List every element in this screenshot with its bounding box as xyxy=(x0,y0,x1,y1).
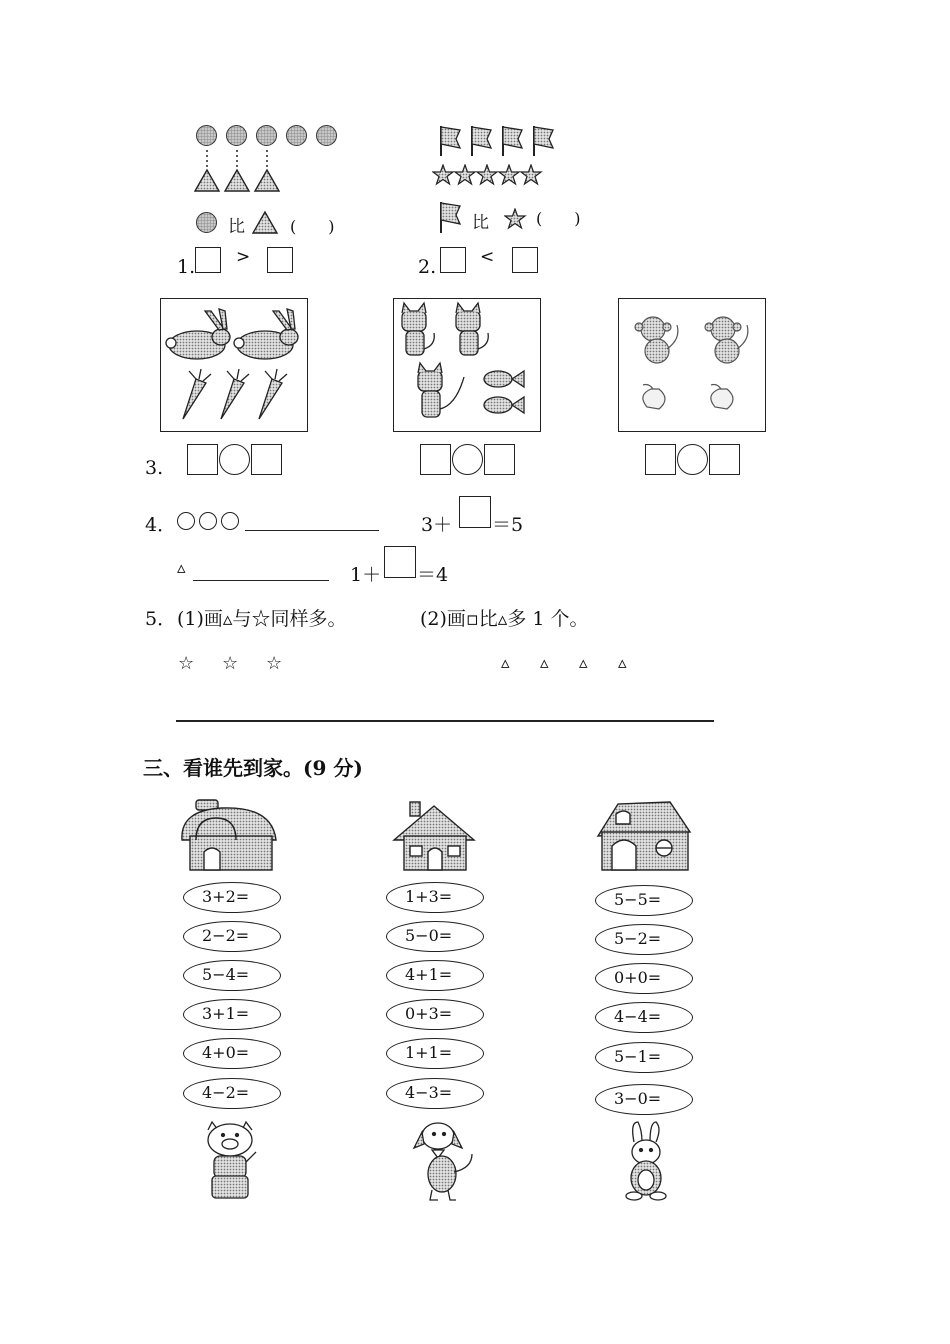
equation-oval[interactable]: 3+2= xyxy=(183,882,281,913)
equation-left: 1＋ xyxy=(350,564,382,586)
answer-box[interactable] xyxy=(645,444,676,475)
answer-box[interactable] xyxy=(384,546,416,578)
circle-icon xyxy=(286,125,307,146)
fish-icon xyxy=(484,397,524,413)
star-icon xyxy=(499,165,519,184)
flag-icon xyxy=(534,126,553,156)
equation-oval[interactable]: 2−2= xyxy=(183,921,281,952)
circle-icon xyxy=(316,125,337,146)
star-icon xyxy=(521,165,541,184)
circle-icon xyxy=(226,125,247,146)
cat-icon xyxy=(402,303,434,355)
dotted-connectors xyxy=(194,148,294,198)
peach-icon xyxy=(643,385,665,410)
rabbit-carrot-illustration xyxy=(161,299,306,430)
q1-number: 1. xyxy=(177,256,196,278)
triangle-icon: ▵ xyxy=(579,653,588,673)
equation-oval[interactable]: 4+1= xyxy=(386,960,484,991)
circle-icon xyxy=(221,512,239,530)
circle-group xyxy=(177,510,243,530)
carrot-icon xyxy=(221,369,249,419)
equation-oval[interactable]: 5−2= xyxy=(595,924,693,955)
peach-icon xyxy=(711,385,733,410)
answer-box[interactable] xyxy=(459,496,491,528)
q1-sign: > xyxy=(236,247,251,267)
triangle-icon xyxy=(252,210,280,236)
rabbit-icon xyxy=(234,309,298,359)
circle-icon xyxy=(177,512,195,530)
equation-left: 3＋ xyxy=(421,514,453,536)
equation-oval[interactable]: 1+1= xyxy=(386,1038,484,1069)
equation-right: ＝4 xyxy=(417,564,449,586)
equation-oval[interactable]: 3+1= xyxy=(183,999,281,1030)
q5-part2-instruction: (2)画▫比▵多 1 个。 xyxy=(420,608,589,630)
compare-boxes xyxy=(645,444,741,475)
equation-oval[interactable]: 4−3= xyxy=(386,1078,484,1109)
rabbits-carrots-picture xyxy=(160,298,308,432)
equation-oval[interactable]: 3−0= xyxy=(595,1084,693,1115)
rabbit-icon xyxy=(616,1120,676,1202)
answer-line[interactable] xyxy=(245,530,379,531)
equation-column-3 xyxy=(595,885,695,1120)
answer-paren[interactable]: ( ) xyxy=(536,209,581,228)
answer-line[interactable] xyxy=(193,580,329,581)
cat-icon xyxy=(456,303,488,355)
compare-word: 比 xyxy=(472,213,489,233)
q3-number: 3. xyxy=(145,457,164,479)
section-heading: 三、看谁先到家。(9 分) xyxy=(143,756,363,780)
cat-fish-illustration xyxy=(394,299,539,430)
triangle-icon xyxy=(225,170,249,191)
equation-oval[interactable]: 5−1= xyxy=(595,1042,693,1073)
q5-number: 5． xyxy=(145,608,177,630)
equation-oval[interactable]: 4−2= xyxy=(183,1078,281,1109)
carrot-icon xyxy=(259,369,287,419)
equation-column-1 xyxy=(183,882,283,1112)
answer-box[interactable] xyxy=(440,247,466,273)
answer-box[interactable] xyxy=(251,444,282,475)
rabbit-icon xyxy=(166,309,230,359)
triangle-icon: ▵ xyxy=(501,653,510,673)
equation-oval[interactable]: 4−4= xyxy=(595,1002,693,1033)
equation-oval[interactable]: 5−4= xyxy=(183,960,281,991)
q2-number: 2. xyxy=(418,256,437,278)
equation-oval[interactable]: 0+0= xyxy=(595,963,693,994)
star-icon xyxy=(504,208,528,230)
q2-sign: < xyxy=(480,247,495,267)
flag-icon xyxy=(503,126,522,156)
pig-icon xyxy=(196,1120,266,1202)
fish-icon xyxy=(484,371,524,387)
monkey-icon xyxy=(635,317,678,363)
equation-oval[interactable]: 0+3= xyxy=(386,999,484,1030)
flag-icon xyxy=(441,126,460,156)
circle-icon xyxy=(196,125,217,146)
equation-oval[interactable]: 1+3= xyxy=(386,882,484,913)
q2-figure xyxy=(432,122,632,242)
answer-box[interactable] xyxy=(187,444,218,475)
triangle-icon xyxy=(195,170,219,191)
triangle-icon xyxy=(255,170,279,191)
flag-icon xyxy=(436,200,466,236)
star-icon: ☆ xyxy=(178,653,195,674)
answer-box[interactable] xyxy=(709,444,740,475)
star-icon: ☆ xyxy=(222,653,239,674)
flag-icon xyxy=(472,126,491,156)
cat-icon xyxy=(418,363,464,417)
answer-circle[interactable] xyxy=(452,444,483,475)
triangle-icon: ▵ xyxy=(618,653,627,673)
cats-fish-picture xyxy=(393,298,541,432)
answer-circle[interactable] xyxy=(677,444,708,475)
dog-icon xyxy=(408,1118,478,1202)
q5-part1-instruction: (1)画▵与☆同样多。 xyxy=(177,608,347,630)
circle-icon xyxy=(256,125,277,146)
compare-boxes xyxy=(420,444,516,475)
equation-column-2 xyxy=(386,882,486,1112)
flag-row xyxy=(432,122,562,162)
equation-oval[interactable]: 5−0= xyxy=(386,921,484,952)
star-icon xyxy=(455,165,475,184)
star-icon xyxy=(477,165,497,184)
circle-icon xyxy=(196,212,217,233)
star-row xyxy=(432,164,552,188)
star-icon: ☆ xyxy=(266,653,283,674)
star-icon xyxy=(433,165,453,184)
monkey-icon xyxy=(705,317,748,363)
answer-box[interactable] xyxy=(267,247,293,273)
house-icon xyxy=(390,796,480,876)
answer-box[interactable] xyxy=(420,444,451,475)
q1-figure xyxy=(194,122,354,242)
house-icon xyxy=(176,796,280,876)
answer-box[interactable] xyxy=(195,247,221,273)
compare-word: 比 xyxy=(228,217,245,237)
circle-icon xyxy=(199,512,217,530)
triangle-symbol: ▵ xyxy=(177,558,186,578)
monkeys-peaches-picture xyxy=(618,298,766,432)
q4-number: 4． xyxy=(145,514,177,536)
monkey-peach-illustration xyxy=(619,299,764,430)
answer-paren[interactable]: ( ) xyxy=(290,217,335,236)
triangle-icon: ▵ xyxy=(540,653,549,673)
equation-oval[interactable]: 4+0= xyxy=(183,1038,281,1069)
carrot-icon xyxy=(183,369,211,419)
equation-right: ＝5 xyxy=(492,514,524,536)
answer-circle[interactable] xyxy=(219,444,250,475)
equation-oval[interactable]: 5−5= xyxy=(595,885,693,916)
answer-box[interactable] xyxy=(512,247,538,273)
answer-box[interactable] xyxy=(484,444,515,475)
compare-boxes xyxy=(187,444,283,475)
house-icon xyxy=(594,796,694,876)
drawing-line[interactable] xyxy=(176,720,714,722)
